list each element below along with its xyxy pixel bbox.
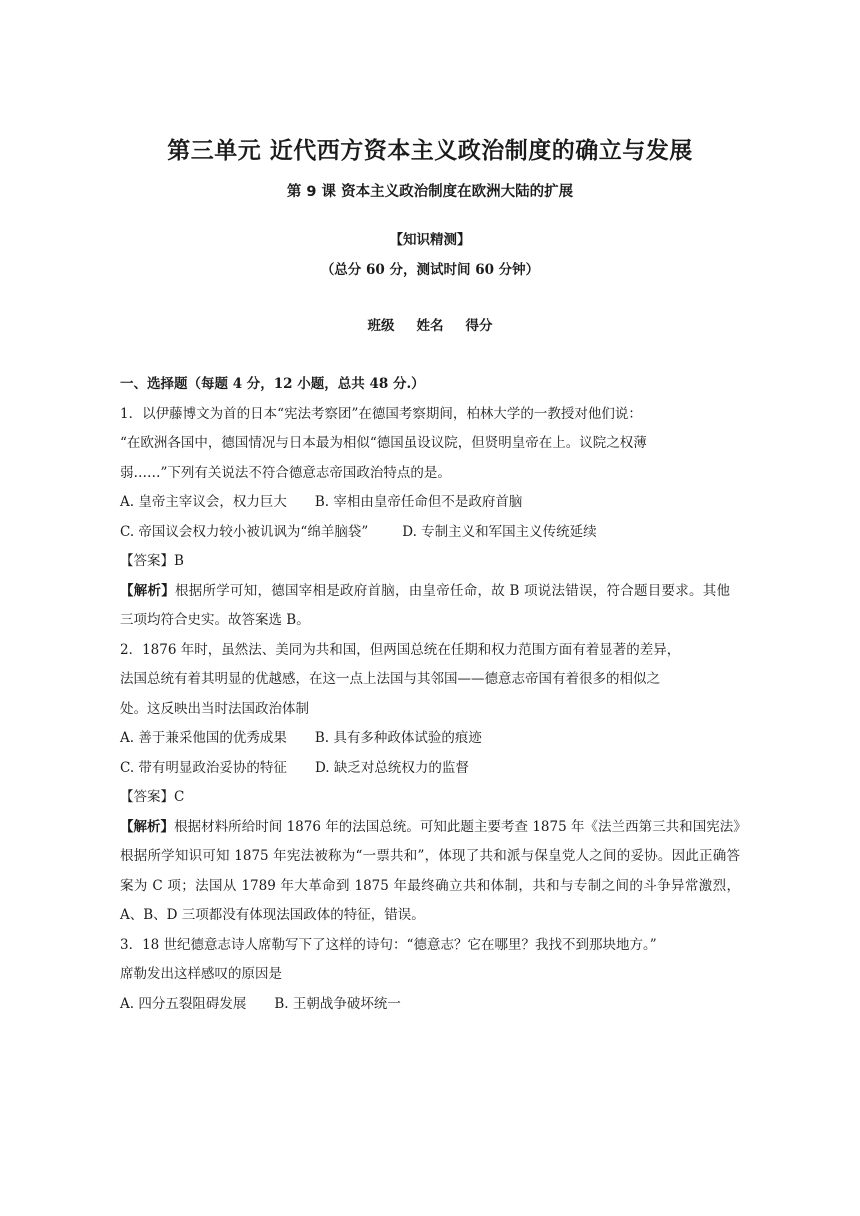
question-stem-line: “在欧洲各国中，德国情况与日本最为相似“德国虽设议院，但贤明皇帝在上。议院之权薄 (120, 435, 647, 451)
explanation (120, 813, 740, 931)
options-row (120, 518, 740, 548)
option-c: C. 帝国议会权力较小被讥讽为“绵羊脑袋” (120, 523, 369, 540)
question-1 (120, 400, 740, 636)
option-b: B. 具有多种政体试验的痕迹 (314, 730, 482, 746)
section-heading: 一、选择题（每题 4 分，12 小题，总共 48 分.） (120, 376, 425, 392)
unit-title: 第三单元 近代西方资本主义政治制度的确立与发展 (167, 138, 693, 164)
explanation-label: 【解析】 (120, 582, 175, 599)
option-d: D. 缺乏对总统权力的监督 (314, 759, 469, 776)
option-d: D. 专制主义和军国主义传统延续 (402, 523, 597, 540)
options-row (120, 488, 740, 518)
question-stem-line: 法国总统有着其明显的优越感，在这一点上法国与其邻国——德意志帝国有着很多的相似之 (120, 671, 660, 687)
name-field-label: 姓名 (416, 318, 444, 334)
explanation-label: 【解析】 (120, 818, 175, 835)
question-stem-line: 处。这反映出当时法国政治体制 (120, 700, 309, 717)
score-info: （总分 60 分，测试时间 60 分钟） (320, 262, 540, 278)
student-info-line (0, 314, 860, 334)
explanation-text: 根据所学可知，德国宰相是政府首脑，由皇帝任命，故 B 项说法错误，符合题目要求。其他三项均符合史实。故答案选 B。 (120, 582, 730, 628)
options-row (120, 754, 740, 784)
options-row (120, 724, 740, 754)
class-field-label: 班级 (367, 318, 395, 334)
explanation (120, 577, 730, 636)
question-stem-line: 2．1876 年时，虽然法、美同为共和国，但两国总统在任期和权力范围方面有着显著的差异， (120, 641, 681, 658)
question-stem-line: 1．以伊藤博文为首的日本“宪法考察团”在德国考察期间，柏林大学的一教授对他们说： (120, 405, 642, 422)
options-row (120, 990, 740, 1020)
option-a: A. 四分五裂阻碍发展 (120, 995, 247, 1012)
lesson-title: 第 9 课 资本主义政治制度在欧洲大陆的扩展 (286, 184, 574, 200)
option-b: B. 宰相由皇帝任命但不是政府首脑 (314, 494, 523, 510)
score-field-label: 得分 (465, 318, 493, 334)
explanation-text: 根据材料所给时间 1876 年的法国总统。可知此题主要考查 1875 年《法兰西第三共和国宪法》根据所学知识可知 1875 年宪法被称为“一票共和”，体现了共和派与保皇党人之间的妥协。因此正确答案为 C 项；法国从 1789 年大革命到 1875 年最终确立共和体制，共和与专制之间的斗争异常激烈，A、B、D 三项都没有体现法国政体的特征，错误。 (120, 818, 741, 923)
question-content (120, 370, 740, 1019)
option-a: A. 善于兼采他国的优秀成果 (120, 730, 287, 746)
question-2 (120, 636, 740, 931)
answer: 【答案】C (120, 789, 185, 805)
section-tag: 【知识精测】 (389, 232, 471, 248)
question-stem-line: 3．18 世纪德意志诗人席勒写下了这样的诗句：“德意志？它在哪里？我找不到那块地方。” (120, 936, 657, 953)
question-3 (120, 931, 740, 1020)
option-a: A. 皇帝主宰议会，权力巨大 (120, 494, 287, 510)
option-c: C. 带有明显政治妥协的特征 (120, 759, 287, 776)
answer: 【答案】B (120, 553, 184, 569)
question-stem-line: 席勒发出这样感叹的原因是 (120, 966, 282, 982)
option-b: B. 王朝战争破坏统一 (274, 995, 401, 1012)
question-stem-line: 弱……”下列有关说法不符合德意志帝国政治特点的是。 (120, 464, 451, 481)
